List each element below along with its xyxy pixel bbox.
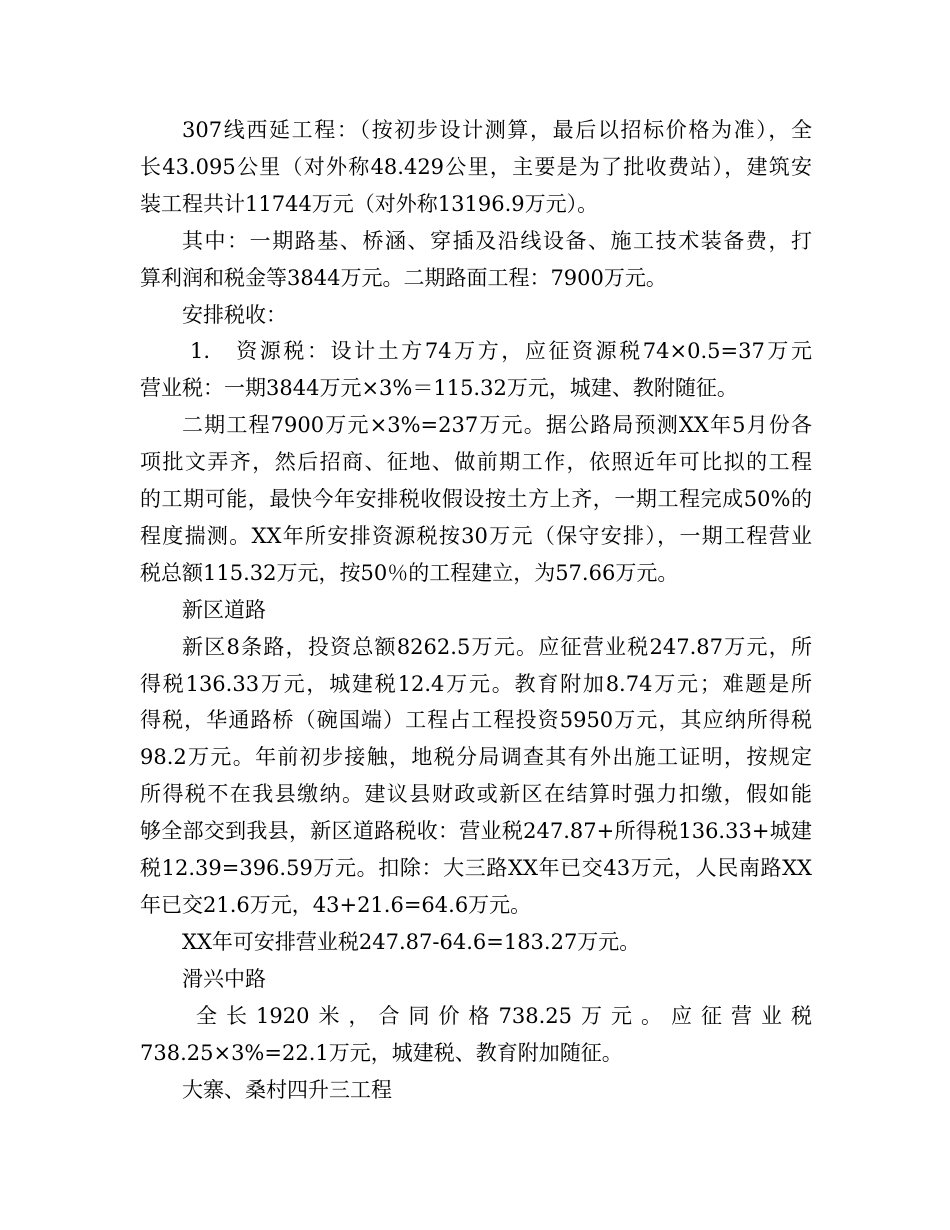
paragraph-line: 年已交21.6万元，43+21.6=64.6万元。 — [140, 893, 532, 917]
paragraph-line: 307线西延工程：（按初步设计测算，最后以招标价格为准），全 — [182, 118, 812, 142]
paragraph-line: 得税136.33万元，城建税12.4万元。教育附加8.74万元；难题是所 — [140, 672, 812, 696]
paragraph-line: 的工期可能，最快今年安排税收假设按土方上齐，一期工程完成50%的 — [140, 487, 812, 511]
paragraph-line: 项批文弄齐，然后招商、征地、做前期工作，依照近年可比拟的工程 — [140, 450, 812, 474]
section-heading: 大寨、桑村四升三工程 — [182, 1078, 392, 1102]
paragraph-line: 其中：一期路基、桥涵、穿插及沿线设备、施工技术装备费，打 — [182, 229, 812, 253]
paragraph-line: 装工程共计11744万元（对外称13196.9万元）。 — [140, 192, 599, 216]
section-heading: 滑兴中路 — [182, 967, 266, 991]
paragraph-line: 98.2万元。年前初步接触，地税分局调查其有外出施工证明，按规定 — [140, 745, 812, 769]
list-item: 1. 资源税：设计土方74万方，应征资源税74×0.5=37万元 — [190, 339, 812, 363]
section-heading: 安排税收： — [182, 303, 287, 327]
paragraph-line: 税总额115.32万元，按50％的工程建立，为57.66万元。 — [140, 561, 679, 585]
section-heading: 新区道路 — [182, 598, 266, 622]
paragraph-line: 738.25×3%=22.1万元，城建税、教育附加随征。 — [140, 1041, 623, 1065]
paragraph-line: 新区8条路，投资总额8262.5万元。应征营业税247.87万元，所 — [182, 635, 812, 659]
paragraph-line: 够全部交到我县，新区道路税收：营业税247.87+所得税136.33+城建 — [140, 819, 812, 843]
paragraph-line: 得税，华通路桥（碗国端）工程占工程投资5950万元，其应纳所得税 — [140, 708, 812, 732]
paragraph-line: 二期工程7900万元×3%=237万元。据公路局预测XX年5月份各 — [182, 413, 812, 437]
paragraph-line: 算利润和税金等3844万元。二期路面工程：7900万元。 — [140, 266, 667, 290]
paragraph-line: 全长1920米，合同价格738.25万元。应征营业税 — [196, 1004, 812, 1028]
paragraph-line: 税12.39=396.59万元。扣除：大三路XX年已交43万元，人民南路XX — [140, 856, 812, 880]
paragraph-line: 程度揣测。XX年所安排资源税按30万元（保守安排），一期工程营业 — [140, 524, 812, 548]
paragraph-line: 所得税不在我县缴纳。建议县财政或新区在结算时强力扣缴，假如能 — [140, 782, 812, 806]
paragraph-line: 长43.095公里（对外称48.429公里，主要是为了批收费站），建筑安 — [140, 155, 812, 179]
paragraph-line: XX年可安排营业税247.87-64.6=183.27万元。 — [182, 930, 641, 954]
paragraph-line: 营业税：一期3844万元×3%＝115.32万元，城建、教附随征。 — [140, 376, 738, 400]
